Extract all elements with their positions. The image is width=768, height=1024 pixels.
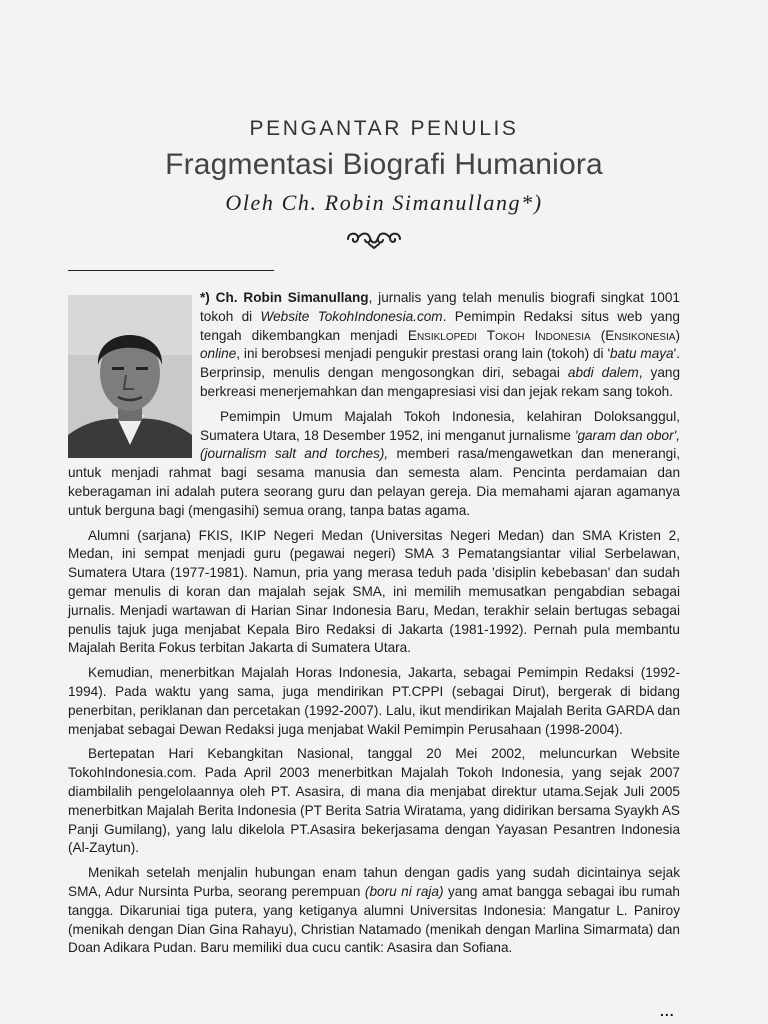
bio-paragraph-1: *) Ch. Robin Simanullang, jurnalis yang telah menulis biografi singkat 1001 tokoh di Website TokohIndonesia.com. Pemimpin Redaksi situs web yang tengah dikembangkan menjadi Ensiklopedi Tokoh Indonesia (Ensikonesia) online, ini berobsesi menjadi pengukir prestasi orang lain (tokoh) di 'batu maya'. Berprinsip, menulis dengan mengosongkan diri, sebagai abdi dalem, yang berkreasi menerjemahkan dan mengapresiasi visi dan jejak rekam sang tokoh. [68, 289, 680, 402]
author-name: *) Ch. Robin Simanullang [200, 290, 369, 305]
author-byline: Oleh Ch. Robin Simanullang*) [225, 190, 543, 215]
bio-paragraph-6: Menikah setelah menjalin hubungan enam tahun dengan gadis yang sudah dicintainya sejak SMA, Adur Nursinta Purba, seorang perempuan (boru ni raja) yang amat bangga sebagai ibu rumah tangga. Dikaruniai tiga putera, yang ketiganya alumni Universitas Indonesia: Mangatur L. Paniroy (menikah dengan Dian Gina Rahayu), Christian Natamado (menikah dengan Marlina Simarmata) dan Doan Adikara Pudan. Baru memiliki dua cucu cantik: Asasira dan Sofiana. [68, 865, 680, 956]
author-bio [68, 289, 680, 964]
section-kicker: PENGANTAR PENULIS [249, 117, 519, 140]
bio-paragraph-2: Pemimpin Umum Majalah Tokoh Indonesia, kelahiran Doloksanggul, Sumatera Utara, 18 Desember 1952, ini menganut jurnalisme 'garam dan obor', (journalism salt and torches), memberi rasa/mengawetkan dan menerangi, untuk menjadi rahmat bagi sesama manusia dan semesta alam. Pencinta perdamaian dan keberagaman ini adalah putera seorang guru dan pelayan gereja. Dia memahami ajaran agamanya untuk berguna bagi (mengasihi) semua orang, tanpa batas agama. [68, 408, 680, 518]
bio-paragraph-5: Bertepatan Hari Kebangkitan Nasional, tanggal 20 Mei 2002, meluncurkan Website TokohIndonesia.com. Pada April 2003 menerbitkan Majalah Tokoh Indonesia, yang sejak 2007 diambilalih pengelolaannya oleh PT. Asasira, di mana dia menjabat direktur utama.Sejak Juli 2005 menerbitkan Majalah Berita Indonesia (PT Berita Satria Wiratama, yang didirikan bersama Syaykh AS Panji Gumilang), yang lalu dikelola PT.Asasira bekerjasama dengan Yayasan Pesantren Indonesia (Al-Zaytun). [68, 746, 680, 856]
author-portrait [68, 295, 192, 458]
bio-paragraph-4: Kemudian, menerbitkan Majalah Horas Indonesia, Jakarta, sebagai Pemimpin Redaksi (1992-1994). Pada waktu yang sama, juga mendirikan PT.CPPI (sebagai Dirut), bergerak di bidang penerbitan, periklanan dan percetakan (1992-2007). Lalu, ikut mendirikan Majalah Berita GARDA dan menjabat sebagai Dewan Redaksi juga menjabat Wakil Pemimpin Perusahaan (1998-2004). [68, 665, 680, 737]
footnote-divider [68, 270, 274, 271]
continuation-marker: ... [660, 1003, 675, 1019]
decorative-ornament-icon [344, 226, 404, 252]
page-title: Fragmentasi Biografi Humaniora [165, 148, 603, 181]
bio-paragraph-3: Alumni (sarjana) FKIS, IKIP Negeri Medan (Universitas Negeri Medan) dan SMA Kristen 2, Medan, ini sempat menjadi guru (pegawai negeri) SMA 3 Pematangsiantar vilial Serbelawan, Sumatera Utara (1977-1981). Namun, pria yang merasa teduh pada 'disiplin kebebasan' dan sudah gemar menulis di koran dan majalah sejak SMA, ini memilih memusatkan pengabdian sebagai jurnalis. Menjadi wartawan di Harian Sinar Indonesia Baru, Medan, terakhir selain bertugas sebagai penulis tajuk juga menjabat Kepala Biro Redaksi di Jakarta (1981-1992). Pernah pula membantu Majalah Berita Fokus terbitan Jakarta di Sumatera Utara. [68, 527, 680, 656]
